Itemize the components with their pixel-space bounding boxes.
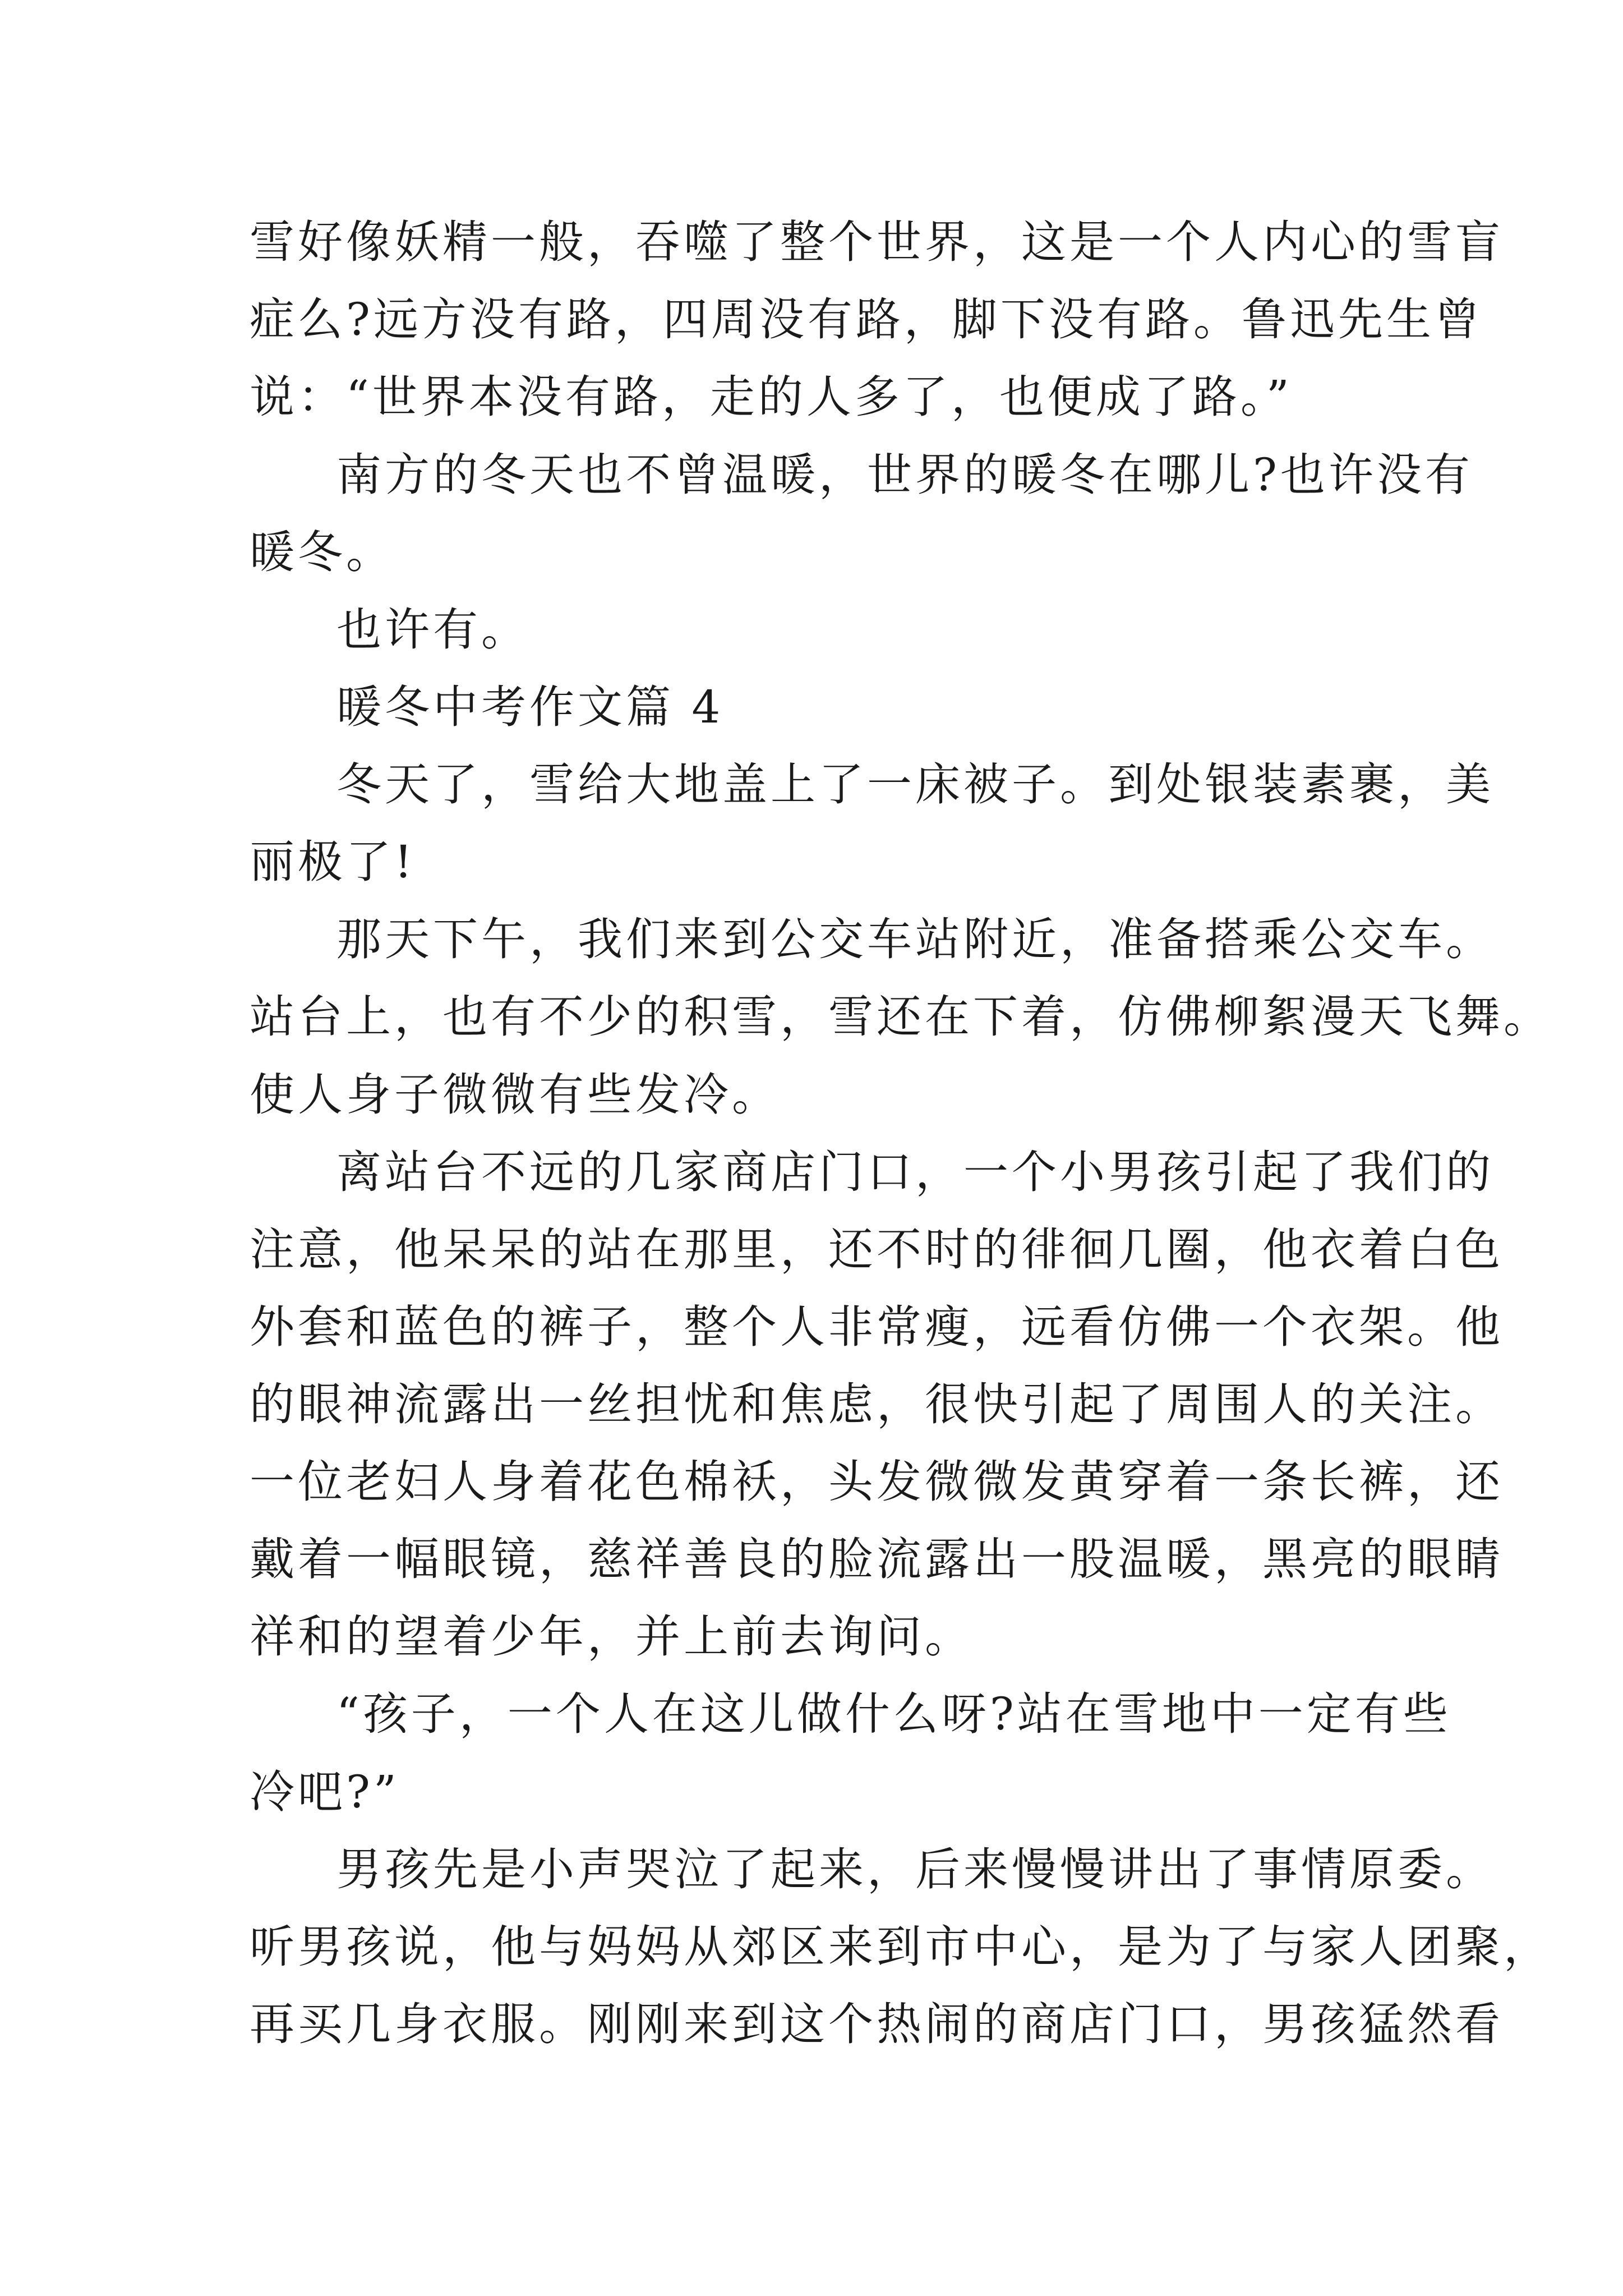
text-line: 戴着一幅眼镜，慈祥善良的脸流露出一股温暖，黑亮的眼睛 [250, 1533, 1504, 1585]
paragraph-start-line: 冬天了，雪给大地盖上了一床被子。到处银装素裹，美 [336, 758, 1494, 811]
paragraph-start-line: 南方的冬天也不曾温暖，世界的暖冬在哪儿?也许没有 [336, 449, 1473, 501]
text-line: 听男孩说，他与妈妈从郊区来到市中心，是为了与家人团聚， [250, 1921, 1552, 1973]
text-line: 站台上，也有不少的积雪，雪还在下着，仿佛柳絮漫天飞舞。 [250, 991, 1552, 1043]
text-line: 注意，他呆呆的站在那里，还不时的徘徊几圈，他衣着白色 [250, 1223, 1504, 1276]
text-line: 再买几身衣服。刚刚来到这个热闹的商店门口，男孩猛然看 [250, 1998, 1504, 2050]
text-line: 祥和的望着少年，并上前去询问。 [250, 1611, 973, 1663]
text-line: 外套和蓝色的裤子，整个人非常瘦，远看仿佛一个衣架。他 [250, 1301, 1504, 1353]
text-line: 雪好像妖精一般，吞噬了整个世界，这是一个人内心的雪盲 [250, 216, 1504, 268]
text-line: 说：“世界本没有路，走的人多了，也便成了路。” [250, 371, 1293, 423]
text-line: 症么?远方没有路，四周没有路，脚下没有路。鲁迅先生曾 [250, 293, 1483, 346]
text-line: 的眼神流露出一丝担忧和焦虑，很快引起了周围人的关注。 [250, 1378, 1504, 1430]
text-line: 丽极了! [250, 836, 416, 888]
text-line: 冷吧?” [250, 1766, 400, 1818]
text-line: 暖冬。 [250, 526, 394, 578]
text-line: 一位老妇人身着花色棉袄，头发微微发黄穿着一条长裤，还 [250, 1456, 1504, 1508]
section-heading: 暖冬中考作文篇 4 [336, 681, 724, 733]
paragraph-start-line: “孩子，一个人在这儿做什么呀?站在雪地中一定有些 [336, 1688, 1451, 1740]
text-line: 使人身子微微有些发冷。 [250, 1069, 780, 1121]
paragraph-start-line: 也许有。 [336, 604, 529, 656]
paragraph-start-line: 离站台不远的几家商店门口，一个小男孩引起了我们的 [336, 1146, 1494, 1198]
paragraph-start-line: 男孩先是小声哭泣了起来，后来慢慢讲出了事情原委。 [336, 1843, 1494, 1895]
paragraph-start-line: 那天下午，我们来到公交车站附近，准备搭乘公交车。 [336, 913, 1494, 965]
